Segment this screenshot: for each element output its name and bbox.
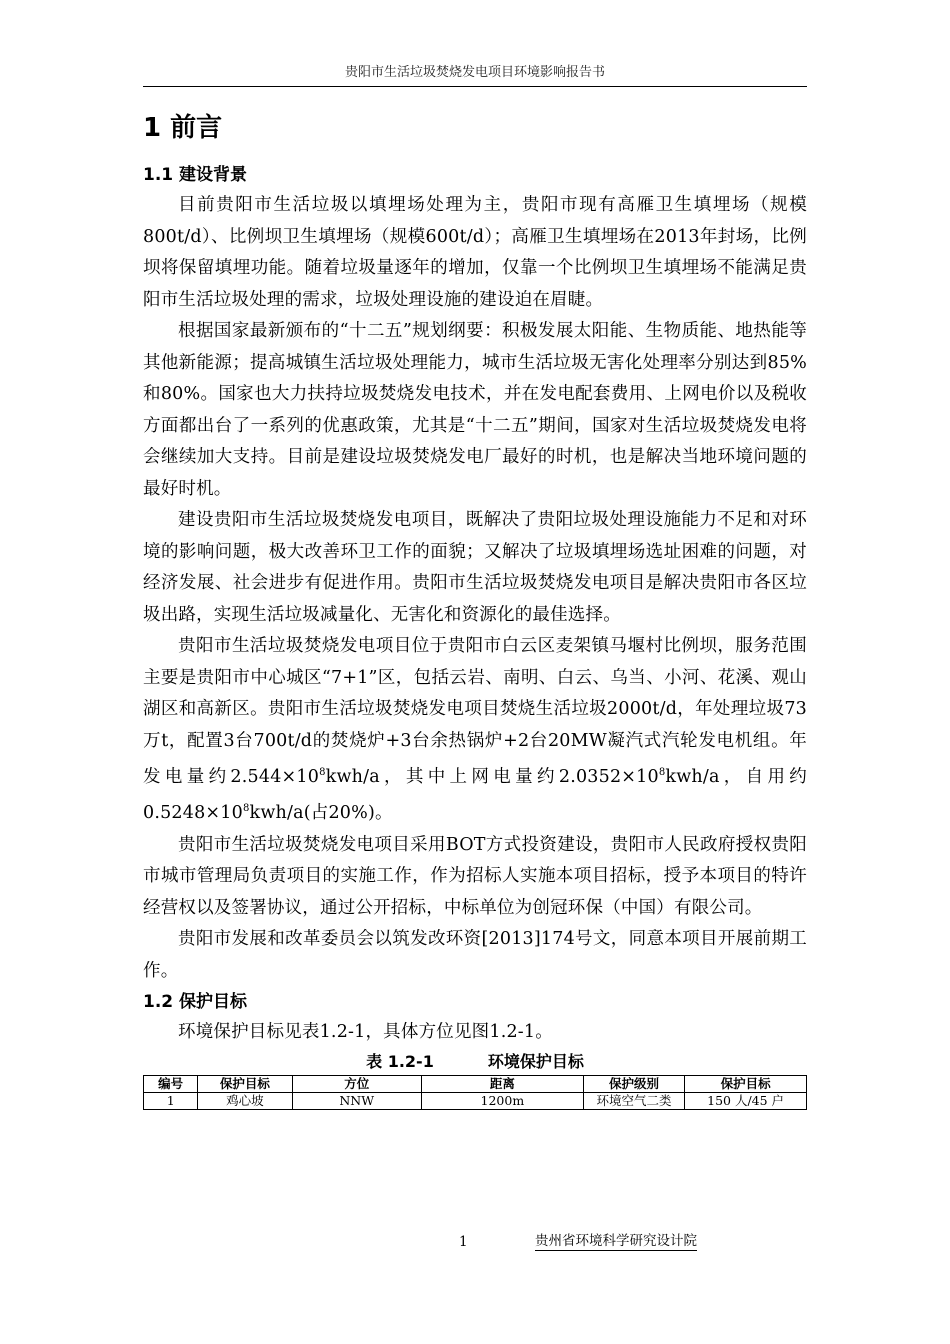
page-header <box>143 62 807 87</box>
table-number: 表 1.2-1 <box>366 1051 434 1071</box>
page-content <box>143 108 807 1110</box>
paragraph-policy: 根据国家最新颁布的“十二五”规划纲要：积极发展太阳能、生物质能、地热能等其他新能源；提高城镇生活垃圾处理能力，城市生活垃圾无害化处理率分别达到85%和80%。国家也大力扶持垃圾焚烧发电技术，并在发电配套费用、上网电价以及税收方面都出台了一系列的优惠政策，尤其是“十二五”期间，国家对生活垃圾焚烧发电将会继续加大支持。目前是建设垃圾焚烧发电厂最好的时机，也是解决当地环境问题的最好时机。 <box>143 321 807 499</box>
table-cell: 150 人/45 户 <box>685 1092 807 1109</box>
footer-organization: 贵州省环境科学研究设计院 <box>535 1233 697 1249</box>
section-title-background: 1.1 建设背景 <box>143 165 248 185</box>
chapter-title: 1 前言 <box>143 113 223 143</box>
header-title: 贵阳市生活垃圾焚烧发电项目环境影响报告书 <box>344 65 605 80</box>
page-number: 1 <box>459 1234 468 1250</box>
table-cell: 环境空气二类 <box>583 1092 684 1109</box>
header-cell: 保护级别 <box>583 1075 684 1092</box>
header-cell: 距离 <box>421 1075 583 1092</box>
text-run: kwh/a，其中上网电量约2.0352×10 <box>325 766 659 787</box>
table-cell: 鸡心坡 <box>198 1092 292 1109</box>
text-run: kwh/a(占20%)。 <box>249 803 393 824</box>
header-cell: 保护目标 <box>198 1075 292 1092</box>
table-caption <box>143 1051 807 1073</box>
superscript: 8 <box>658 767 666 778</box>
table-caption-text: 环境保护目标 <box>487 1051 584 1071</box>
header-cell: 保护目标 <box>685 1075 807 1092</box>
paragraph-table-reference: 环境保护目标见表1.2-1，具体方位见图1.2-1。 <box>178 1022 553 1043</box>
paragraph-benefits: 建设贵阳市生活垃圾焚烧发电项目，既解决了贵阳垃圾处理设施能力不足和对环境的影响问题，极大改善环卫工作的面貌；又解决了垃圾填埋场选址困难的问题，对经济发展、社会进步有促进作用。贵阳市生活垃圾焚烧发电项目是解决贵阳市各区垃圾出路，实现生活垃圾减量化、无害化和资源化的最佳选择。 <box>143 510 807 625</box>
superscript: 8 <box>319 767 326 778</box>
table-cell: 1 <box>144 1092 198 1109</box>
section-title-protection-targets: 1.2 保护目标 <box>143 992 248 1013</box>
text-run: kwh/a，自用约0.5248×10 <box>143 766 808 824</box>
paragraph-bot-model: 贵阳市生活垃圾焚烧发电项目采用BOT方式投资建设，贵阳市人民政府授权贵阳市城市管理局负责项目的实施工作，作为招标人实施本项目招标，授予本项目的特许经营权以及签署协议，通过公开招标，中标单位为创冠环保（中国）有限公司。 <box>143 834 807 918</box>
paragraph-project-location <box>143 631 807 830</box>
paragraph-landfill-status: 目前贵阳市生活垃圾以填埋场处理为主，贵阳市现有高雁卫生填埋场（规模800t/d）、比例坝卫生填埋场（规模600t/d）；高雁卫生填埋场在2013年封场，比例坝将保留填埋功能。随着垃圾量逐年的增加，仅靠一个比例坝卫生填埋场不能满足贵阳市生活垃圾处理的需求，垃圾处理设施的建设迫在眉睫。 <box>143 195 807 310</box>
page-footer <box>143 1232 807 1252</box>
table-cell: NNW <box>292 1092 421 1109</box>
table-cell: 1200m <box>421 1092 583 1109</box>
paragraph-approval: 贵阳市发展和改革委员会以筑发改环资[2013]174号文，同意本项目开展前期工作。 <box>143 929 807 981</box>
text-run: 贵阳市生活垃圾焚烧发电项目位于贵阳市白云区麦架镇马堰村比例坝，服务范围主要是贵阳市中心城区“7+1”区，包括云岩、南明、白云、乌当、小河、花溪、观山湖区和高新区。贵阳市生活垃圾焚烧发电项目焚烧生活垃圾2000t/d，年处理垃圾73万t，配置3台700t/d的焚烧炉+3台余热锅炉+2台20MW凝汽式汽轮发电机组。年发电量约2.544×10 <box>143 636 807 787</box>
protection-targets-table <box>143 1075 807 1110</box>
table-header-row <box>144 1075 807 1092</box>
superscript: 8 <box>242 803 250 815</box>
header-cell: 方位 <box>292 1075 421 1092</box>
header-cell: 编号 <box>144 1075 198 1092</box>
table-row <box>144 1092 807 1109</box>
